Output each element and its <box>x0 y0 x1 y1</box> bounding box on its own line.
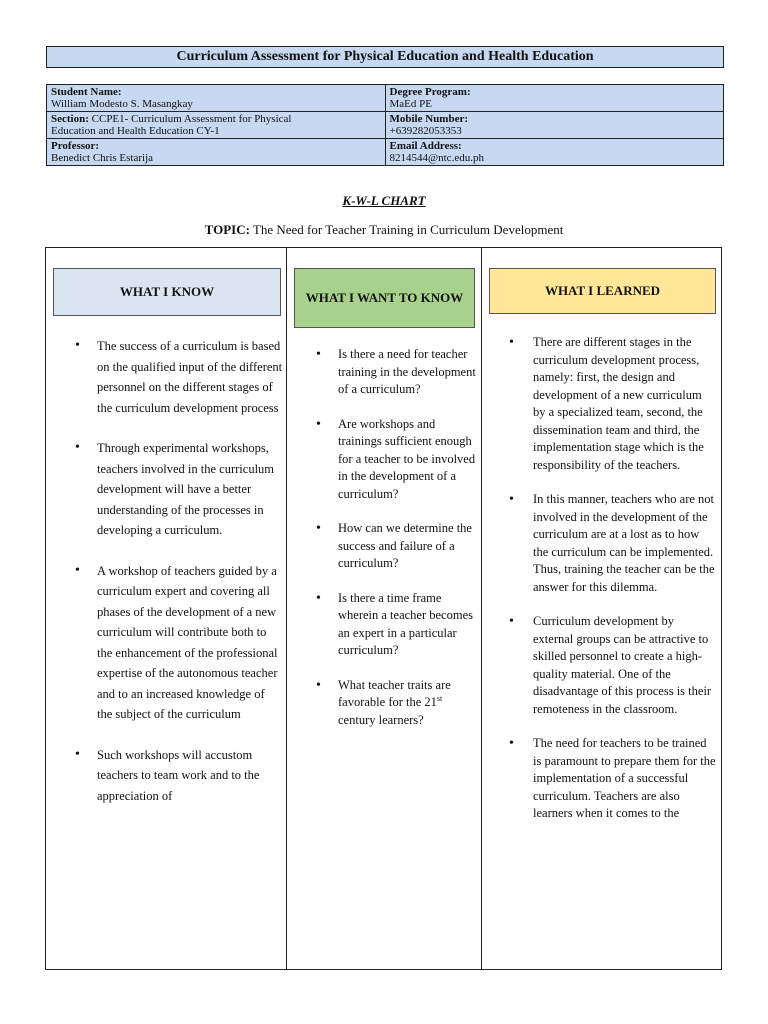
list-item: • The need for teachers to be trained is paramount to prepare them for the implementation of a successful curriculum. Teachers are also learners when it comes to the <box>533 735 717 823</box>
mobile-value: +639282053353 <box>389 125 462 137</box>
section-value-line2: Education and Health Education CY-1 <box>51 125 220 137</box>
email-label: Email Address: <box>389 140 462 152</box>
list-item: • In this manner, teachers who are not involved in the development of the curriculum are at a lost as to how the curriculum can be implemented. Thus, training the teacher can be the answer for this dilemma. <box>533 491 717 596</box>
list-item-text-end: century learners? <box>338 712 424 727</box>
column-what-i-learned <box>482 248 722 969</box>
student-name-label: Student Name: <box>51 86 122 98</box>
what-i-want-to-know-heading: WHAT I WANT TO KNOW <box>294 268 475 328</box>
column-what-i-know <box>46 248 287 969</box>
list-item-text: What teacher traits are favorable for the 21 <box>338 677 451 709</box>
professor-value: Benedict Chris Estarija <box>51 152 154 164</box>
what-i-learned-heading: WHAT I LEARNED <box>489 268 716 314</box>
professor-cell <box>47 139 386 166</box>
list-item: • Is there a need for teacher training in the development of a curriculum? <box>338 346 478 399</box>
section-label: Section: <box>51 113 89 125</box>
degree-cell <box>385 85 724 112</box>
section-value-line1: CCPE1- Curriculum Assessment for Physical <box>88 113 292 125</box>
student-name-value: William Modesto S. Masangkay <box>51 98 193 110</box>
list-item: • Is there a time frame wherein a teacher becomes an expert in a particular curriculum? <box>338 590 478 660</box>
topic-text: The Need for Teacher Training in Curriculum Development <box>252 222 564 237</box>
list-item: • How can we determine the success and failure of a curriculum? <box>338 520 478 573</box>
email-cell <box>385 139 724 166</box>
kwl-table <box>45 247 722 970</box>
kwl-chart-title: K-W-L CHART <box>342 193 426 208</box>
what-i-want-to-know-list <box>338 346 478 746</box>
student-name-cell <box>47 85 386 112</box>
professor-label: Professor: <box>51 140 100 152</box>
list-item: • Are workshops and trainings sufficient enough for a teacher to be involved in the development of a curriculum? <box>338 416 478 504</box>
section-cell <box>47 112 386 139</box>
what-i-know-list <box>97 336 283 826</box>
degree-value: MaEd PE <box>389 98 432 110</box>
student-info-table <box>46 84 724 166</box>
list-item: • There are different stages in the curriculum development process, namely: first, the design and development of a new curriculum by a specialized team, second, the dissemination team and third, the implementation stage which is the responsibility of the teachers. <box>533 334 717 474</box>
list-item: • A workshop of teachers guided by a curriculum expert and covering all phases of the development of a new curriculum will contribute both to the enhancement of the professional expertise of the autonomous teacher and to an increased knowledge of the subject of the curriculum <box>97 561 283 725</box>
list-item: • Curriculum development by external groups can be attractive to skilled personnel to create a high-quality material. One of the disadvantage of this process is their remoteness in the classroom. <box>533 613 717 718</box>
column-what-i-want-to-know <box>287 248 482 969</box>
what-i-learned-list <box>533 334 717 840</box>
list-item: • Such workshops will accustom teachers to team work and to the appreciation of <box>97 745 283 807</box>
topic-label: TOPIC: <box>204 222 250 237</box>
ordinal-suffix: st <box>436 693 443 703</box>
mobile-label: Mobile Number: <box>389 113 469 125</box>
list-item <box>338 677 478 730</box>
list-item: • Through experimental workshops, teachers involved in the curriculum development will have a better understanding of the processes in developing a curriculum. <box>97 438 283 541</box>
mobile-cell <box>385 112 724 139</box>
email-value: 8214544@ntc.edu.ph <box>389 152 484 164</box>
list-item: • The success of a curriculum is based on the qualified input of the different personnel on the different stages of the curriculum development process <box>97 336 283 418</box>
degree-label: Degree Program: <box>389 86 471 98</box>
document-title: Curriculum Assessment for Physical Education and Health Education <box>46 46 724 68</box>
topic-line <box>0 222 768 238</box>
what-i-know-heading: WHAT I KNOW <box>53 268 281 316</box>
